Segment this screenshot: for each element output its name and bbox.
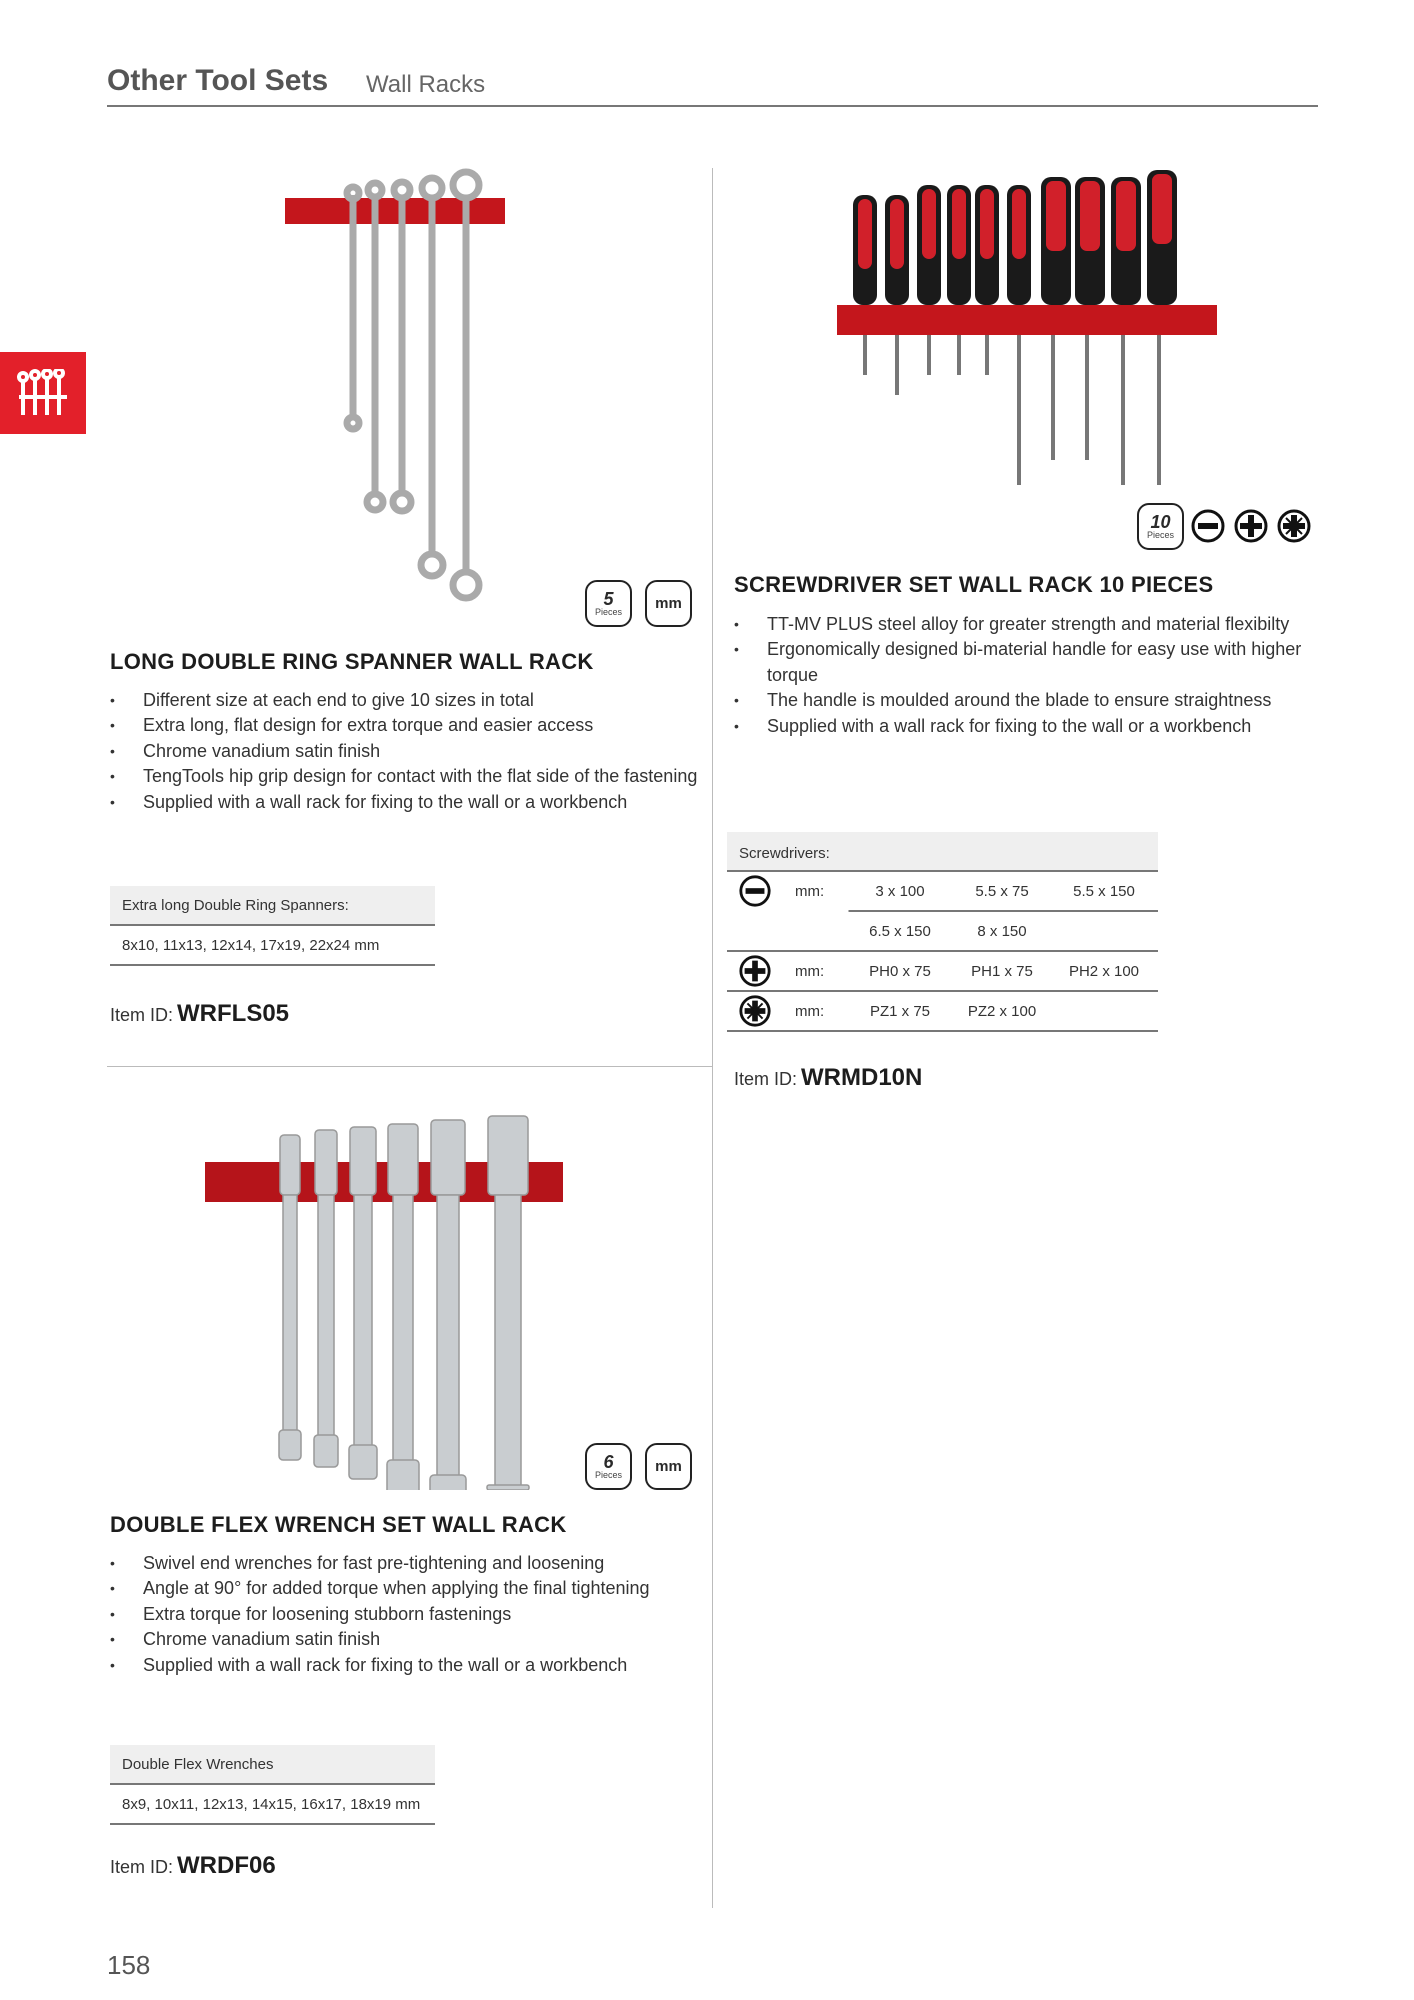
table-row xyxy=(727,912,1158,952)
item-id-label: Item ID: xyxy=(110,1857,174,1877)
product-title: DOUBLE FLEX WRENCH SET WALL RACK xyxy=(110,1512,567,1537)
pozidriv-tip-icon xyxy=(738,994,772,1028)
feature-item: • Extra torque for loosening stubborn fastenings xyxy=(110,1602,700,1627)
unit-label: mm xyxy=(655,1458,682,1475)
size-cell: 3 x 100 xyxy=(875,882,925,900)
unit-badge xyxy=(645,1443,692,1490)
screwdriver-grip xyxy=(1116,181,1136,251)
screwdriver-grip xyxy=(1080,181,1100,251)
size-cell: 5.5 x 75 xyxy=(975,882,1029,900)
pieces-badge xyxy=(1137,503,1184,550)
pieces-count: 10 xyxy=(1150,512,1171,532)
item-id-value: WRFLS05 xyxy=(177,1000,290,1027)
size-cell: PH2 x 100 xyxy=(1068,962,1140,980)
pozidriv-tip-icon xyxy=(1276,508,1312,544)
screwdriver-rack-image xyxy=(835,165,1220,485)
feature-item: • Ergonomically designed bi-material handle for easy use with higher torque xyxy=(734,637,1314,688)
size-cell: PZ2 x 100 xyxy=(967,1002,1037,1020)
page-number: 158 xyxy=(107,1950,151,1980)
flex-wrench-rack-image xyxy=(205,1110,565,1490)
size-cell: PH1 x 75 xyxy=(971,962,1033,980)
unit-label: mm: xyxy=(795,962,825,980)
screwdriver-spec-table xyxy=(727,832,1158,1032)
feature-item: • Swivel end wrenches for fast pre-tightening and loosening xyxy=(110,1551,700,1576)
item-id xyxy=(734,1064,922,1092)
item-id-label: Item ID: xyxy=(734,1069,798,1089)
table-row xyxy=(727,872,1158,912)
item-id-value: WRDF06 xyxy=(177,1852,276,1879)
spec-header: Double Flex Wrenches xyxy=(110,1745,435,1785)
phillips-tip-icon xyxy=(738,954,772,988)
spanner-rack-image xyxy=(280,165,510,605)
feature-item: • Chrome vanadium satin finish xyxy=(110,739,700,764)
table-row xyxy=(727,992,1158,1032)
pieces-badge xyxy=(585,580,632,627)
category-tab[interactable] xyxy=(0,352,86,434)
screwdriver-grip xyxy=(858,199,872,269)
item-id-value: WRMD10N xyxy=(801,1064,923,1091)
screwdriver-blade xyxy=(1157,315,1161,485)
screwdriver-grip xyxy=(980,189,994,259)
feature-item: • Supplied with a wall rack for fixing to the wall or a workbench xyxy=(734,714,1314,739)
feature-list xyxy=(110,1551,700,1678)
size-cell: 8 x 150 xyxy=(977,922,1027,940)
size-cell: 5.5 x 150 xyxy=(1073,882,1135,900)
item-id xyxy=(110,1852,276,1880)
size-cell: PH0 x 75 xyxy=(869,962,931,980)
pieces-label: Pieces xyxy=(594,607,622,617)
spec-table xyxy=(110,1745,435,1825)
spec-value: 8x9, 10x11, 12x13, 14x15, 16x17, 18x19 mm xyxy=(110,1785,435,1825)
feature-list xyxy=(110,688,700,815)
screwdriver-grip xyxy=(952,189,966,259)
column-divider xyxy=(712,168,713,1908)
pieces-count: 6 xyxy=(603,1452,614,1472)
unit-label: mm: xyxy=(795,882,825,900)
screwdriver-grip xyxy=(1152,174,1172,244)
screwdriver-grip xyxy=(1046,181,1066,251)
screwdriver-blade xyxy=(1121,315,1125,485)
unit-label: mm: xyxy=(795,1002,825,1020)
item-id xyxy=(110,1000,289,1028)
table-row xyxy=(727,952,1158,992)
feature-item: • Chrome vanadium satin finish xyxy=(110,1627,700,1652)
unit-badge xyxy=(645,580,692,627)
product-title: LONG DOUBLE RING SPANNER WALL RACK xyxy=(110,649,594,674)
header-divider xyxy=(107,105,1318,107)
screwdriver-grip xyxy=(922,189,936,259)
spec-header: Screwdrivers: xyxy=(727,832,1158,872)
pieces-badge xyxy=(585,1443,632,1490)
feature-item: • Supplied with a wall rack for fixing to the wall or a workbench xyxy=(110,790,700,815)
slotted-tip-icon xyxy=(1190,508,1226,544)
slotted-tip-icon xyxy=(738,874,772,908)
section-subtitle: Wall Racks xyxy=(366,71,486,98)
screwdriver-grip xyxy=(890,199,904,269)
section-title: Other Tool Sets xyxy=(107,64,329,97)
size-cell: PZ1 x 75 xyxy=(869,1002,931,1020)
size-cell: 6.5 x 150 xyxy=(869,922,931,940)
pieces-label: Pieces xyxy=(1146,530,1174,540)
pieces-label: Pieces xyxy=(594,1470,622,1480)
phillips-tip-icon xyxy=(1233,508,1269,544)
product-title: SCREWDRIVER SET WALL RACK 10 PIECES xyxy=(734,572,1214,597)
spec-header: Extra long Double Ring Spanners: xyxy=(110,886,435,926)
item-id-label: Item ID: xyxy=(110,1005,174,1025)
feature-item: • TT-MV PLUS steel alloy for greater strength and material flexibilty xyxy=(734,612,1314,637)
feature-item: • TengTools hip grip design for contact with the flat side of the fastening xyxy=(110,764,700,789)
screwdriver-grip xyxy=(1012,189,1026,259)
spec-value: 8x10, 11x13, 12x14, 17x19, 22x24 mm xyxy=(110,926,435,966)
feature-item: • Angle at 90° for added torque when applying the final tightening xyxy=(110,1576,700,1601)
product-divider xyxy=(107,1066,712,1067)
screwdriver-blade xyxy=(1051,315,1055,460)
spanners-icon xyxy=(17,369,69,417)
feature-item: • The handle is moulded around the blade to ensure straightness xyxy=(734,688,1314,713)
unit-label: mm xyxy=(655,595,682,612)
feature-list xyxy=(734,612,1314,739)
pieces-count: 5 xyxy=(603,589,614,609)
screwdriver-blade xyxy=(1017,315,1021,485)
spec-table xyxy=(110,886,435,966)
feature-item: • Extra long, flat design for extra torque and easier access xyxy=(110,713,700,738)
screwdriver-blade xyxy=(1085,315,1089,460)
feature-item: • Different size at each end to give 10 sizes in total xyxy=(110,688,700,713)
feature-item: • Supplied with a wall rack for fixing to the wall or a workbench xyxy=(110,1653,700,1678)
